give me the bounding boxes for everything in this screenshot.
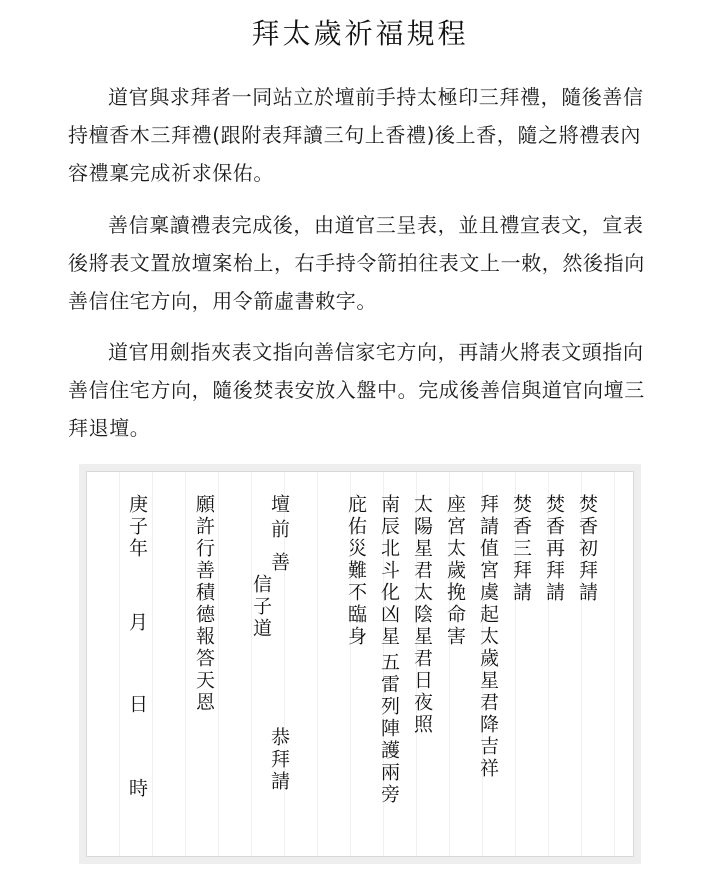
form-vow-column: 願許行善積德報答天恩 [193, 494, 215, 714]
form-column-1: 焚香初拜請 [576, 494, 598, 604]
form-column-3: 焚香三拜請 [510, 494, 532, 604]
paragraph-3: 道官用劍指夾表文指向善信家宅方向，再請火將表文頭指向善信住宅方向，隨後焚表安放入盤中。完成後善信與道官向壇三拜退壇。 [68, 340, 645, 440]
form-column-7b: 五雷列陣護兩旁 [378, 652, 400, 806]
page-title: 拜太歲祈福規程 [251, 17, 469, 50]
prayer-form-image [79, 464, 641, 864]
form-respectfully-invite: 恭拜請 [268, 727, 290, 793]
form-devotee-label: 善 [268, 552, 290, 574]
form-devotee-name: 信子道 [250, 574, 272, 640]
form-day-label: 日 [126, 694, 148, 716]
form-column-7a: 南辰北斗化凶星 [378, 494, 400, 648]
form-year-label: 庚子年 [126, 494, 148, 560]
form-hour-label: 時 [126, 778, 148, 800]
form-column-6: 太陽星君太陰星君日夜照 [411, 494, 433, 736]
paragraph-1: 道官與求拜者一同站立於壇前手持太極印三拜禮，隨後善信持檀香木三拜禮(跟附表拜讀三句上香禮)後上香，隨之將禮表內容禮稟完成祈求保佑。 [68, 85, 644, 185]
form-column-4: 拜請值宮虞起太歲星君降吉祥 [477, 494, 499, 780]
form-column-5: 座宮太歲挽命害 [444, 494, 466, 648]
prayer-form-sheet [86, 471, 634, 857]
form-column-2: 焚香再拜請 [543, 494, 565, 604]
form-month-label: 月 [126, 612, 148, 634]
paragraph-2: 善信稟讀禮表完成後，由道官三呈表，並且禮宣表文，宣表後將表文置放壇案枱上，右手持令箭拍往表文上一敕，然後指向善信住宅方向，用令箭虛書敕字。 [68, 213, 645, 313]
form-altar-label: 壇前 [268, 494, 290, 544]
form-column-8: 庇佑災難不臨身 [345, 494, 367, 648]
